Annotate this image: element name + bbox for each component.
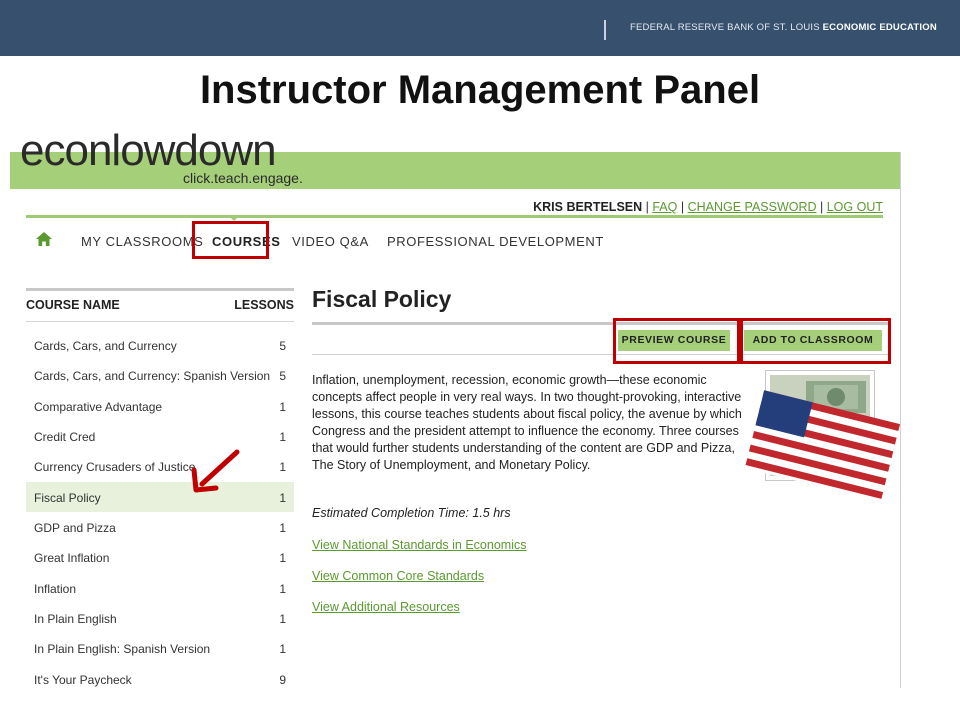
course-name: In Plain English: Spanish Version	[34, 642, 211, 656]
course-row[interactable]	[26, 451, 294, 481]
course-name: Cards, Cars, and Currency: Spanish Version	[34, 369, 271, 383]
course-row[interactable]	[26, 603, 294, 633]
nav-video-qa[interactable]: VIDEO Q&A	[292, 234, 369, 249]
course-row[interactable]	[26, 330, 294, 360]
course-row[interactable]	[26, 542, 294, 572]
add-to-classroom-button[interactable]: ADD TO CLASSROOM	[744, 330, 882, 351]
additional-resources-link[interactable]: View Additional Resources	[312, 600, 460, 614]
faq-link[interactable]: FAQ	[652, 200, 678, 214]
user-bar	[533, 200, 883, 214]
nav-divider	[26, 215, 883, 218]
course-name: GDP and Pizza	[34, 521, 116, 535]
lesson-count: 1	[279, 400, 286, 414]
col-lessons: LESSONS	[234, 298, 294, 312]
course-name: Inflation	[34, 582, 77, 596]
nav-my-classrooms[interactable]: MY CLASSROOMS	[81, 234, 204, 249]
course-name: In Plain English	[34, 612, 117, 626]
highlight-preview-box	[613, 318, 740, 364]
course-row[interactable]	[26, 421, 294, 451]
lesson-count: 9	[279, 673, 286, 687]
site-banner	[10, 126, 901, 189]
user-bar-sep-3: |	[816, 200, 827, 214]
course-description: Inflation, unemployment, recession, economic growth—these economic concepts affect people in very real ways. In two thought-provoking, interactive lessons, this course teaches students about fiscal policy, the avenue by which Congress and the president attempt to influence the economy. Three courses that would further students understanding of the content are GDP and Pizza, The Story of Unemployment, and Monetary Policy.	[312, 373, 742, 472]
site-tagline: click.teach.engage.	[183, 170, 303, 186]
course-row[interactable]	[26, 360, 294, 390]
course-name: Currency Crusaders of Justice	[34, 460, 196, 474]
nav-courses[interactable]: COURSES	[212, 234, 281, 249]
course-row[interactable]	[26, 573, 294, 603]
slide-title: Instructor Management Panel	[199, 68, 761, 112]
common-core-link[interactable]: View Common Core Standards	[312, 569, 485, 583]
lesson-count: 1	[279, 642, 286, 656]
lesson-count: 1	[279, 582, 286, 596]
course-name: Credit Cred	[34, 430, 96, 444]
screenshot-panel	[10, 126, 901, 688]
course-name: Great Inflation	[34, 551, 110, 565]
lesson-count: 5	[279, 369, 286, 383]
organization-name	[630, 22, 937, 33]
course-row[interactable]	[26, 664, 294, 694]
logout-link[interactable]: LOG OUT	[826, 200, 883, 214]
preview-course-button[interactable]: PREVIEW COURSE	[618, 330, 730, 351]
course-list-top-rule	[26, 288, 294, 291]
course-name: Cards, Cars, and Currency	[34, 339, 177, 353]
course-name: Fiscal Policy	[34, 491, 101, 505]
course-row[interactable]	[26, 391, 294, 421]
lesson-count: 5	[279, 339, 286, 353]
course-row[interactable]	[26, 512, 294, 542]
course-name: Comparative Advantage	[34, 400, 163, 414]
screenshot-right-border	[900, 152, 901, 688]
highlight-courses-box	[192, 221, 269, 259]
org-name-bold: ECONOMIC EDUCATION	[822, 22, 937, 33]
col-course-name: COURSE NAME	[26, 298, 120, 312]
site-logo[interactable]: econlowdown	[20, 126, 276, 175]
lesson-count: 1	[279, 430, 286, 444]
user-bar-sep-1: |	[642, 200, 653, 214]
arrow-icon	[190, 448, 242, 494]
national-standards-link[interactable]: View National Standards in Economics	[312, 538, 527, 552]
flag-money-image	[765, 370, 875, 481]
lesson-count: 1	[279, 551, 286, 565]
lesson-count: 1	[279, 612, 286, 626]
highlight-add-box	[740, 318, 891, 364]
lesson-count: 1	[279, 521, 286, 535]
org-name-normal: FEDERAL RESERVE BANK OF ST. LOUIS	[630, 22, 823, 33]
estimated-completion-time: Estimated Completion Time: 1.5 hrs	[312, 506, 511, 520]
course-row-selected[interactable]	[26, 482, 294, 512]
change-password-link[interactable]: CHANGE PASSWORD	[687, 200, 817, 214]
course-row[interactable]	[26, 633, 294, 663]
user-name: KRIS BERTELSEN	[533, 200, 643, 214]
lesson-count: 1	[279, 491, 286, 505]
course-name: It's Your Paycheck	[34, 673, 132, 687]
nav-professional-development[interactable]: PROFESSIONAL DEVELOPMENT	[387, 234, 604, 249]
home-icon[interactable]	[36, 232, 52, 249]
course-title: Fiscal Policy	[312, 286, 452, 312]
user-bar-sep-2: |	[677, 200, 688, 214]
top-header-bar	[0, 0, 960, 56]
lesson-count: 1	[279, 460, 286, 474]
course-list-header-rule	[26, 321, 294, 322]
header-separator	[604, 20, 606, 40]
